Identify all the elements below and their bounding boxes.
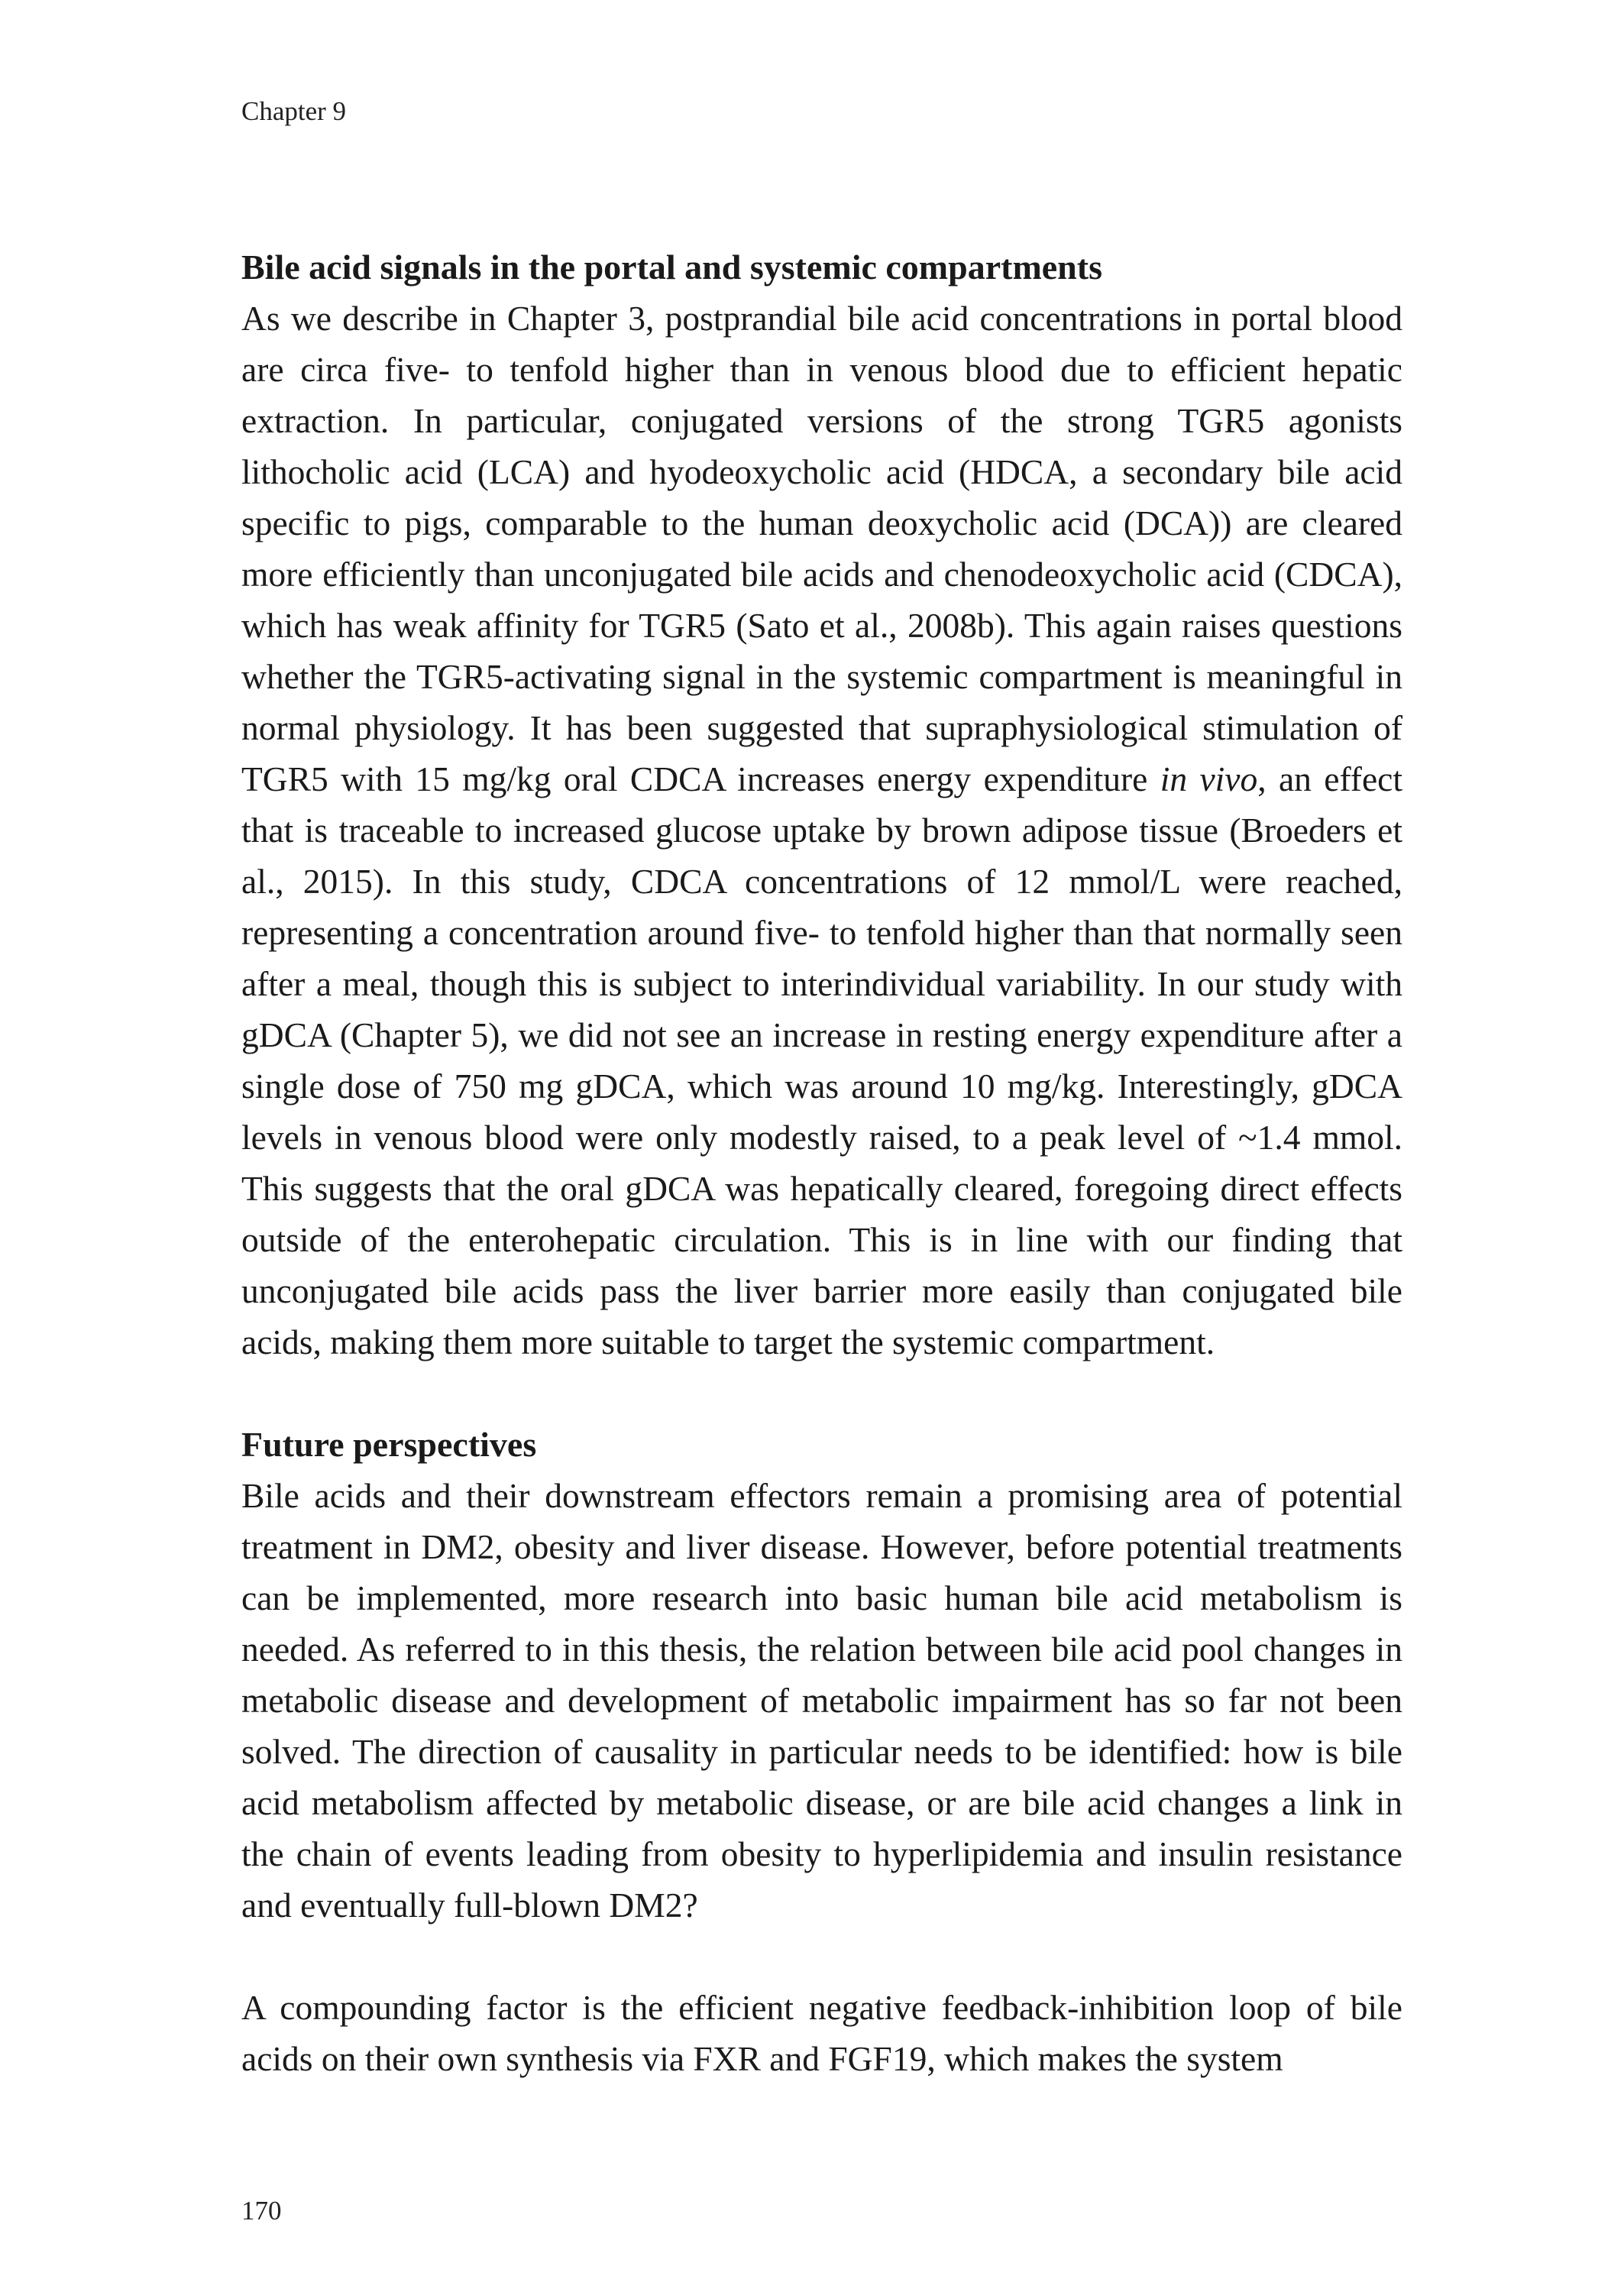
section-future-perspectives — [241, 1419, 1402, 2084]
section-heading: Bile acid signals in the portal and systemic compartments — [241, 248, 1102, 286]
paragraph-text: , an effect that is traceable to increased glucose uptake by brown adipose tissue (Broeders et al., 2015). In this study, CDCA concentrations of 12 mmol/L were reached, representing a concentration around five- to tenfold higher than that normally seen after a meal, though this is subject to interindividual variability. In our study with gDCA (Chapter 5), we did not see an increase in resting energy expenditure after a single dose of 750 mg gDCA, which was around 10 mg/kg. Interestingly, gDCA levels in venous blood were only modestly raised, to a peak level of ~1.4 mmol. This suggests that the oral gDCA was hepatically cleared, foregoing direct effects outside of the enterohepatic circulation. This is in line with our finding that unconjugated bile acids pass the liver barrier more easily than conjugated bile acids, making them more suitable to target the systemic compartment. — [241, 759, 1402, 1361]
section-heading: Future perspectives — [241, 1425, 537, 1464]
page-number: 170 — [241, 2196, 282, 2226]
paragraph-text: As we describe in Chapter 3, postprandial bile acid concentrations in portal blood are circa five- to tenfold higher than in venous blood due to efficient hepatic extraction. In particular, conjugated versions of the strong TGR5 agonists lithocholic acid (LCA) and hyodeoxycholic acid (HDCA, a secondary bile acid specific to pigs, comparable to the human deoxycholic acid (DCA)) are cleared more efficiently than unconjugated bile acids and chenodeoxycholic acid (CDCA), which has weak affinity for TGR5 (Sato et al., 2008b). This again raises questions whether the TGR5-activating signal in the systemic compartment is meaningful in normal physiology. It has been suggested that supraphysiological stimulation of TGR5 with 15 mg/kg oral CDCA increases energy expenditure — [241, 299, 1402, 798]
page-body — [241, 241, 1402, 2084]
body-paragraph — [241, 293, 1402, 1368]
body-paragraph: A compounding factor is the efficient negative feedback-inhibition loop of bile acids on their own synthesis via FXR and FGF19, which makes the system — [241, 1988, 1402, 2078]
italic-term: in vivo — [1160, 759, 1258, 798]
running-head: Chapter 9 — [241, 96, 347, 126]
section-bile-acid-signals — [241, 241, 1402, 1368]
paragraph-spacer — [241, 1931, 1402, 1982]
section-spacer — [241, 1368, 1402, 1419]
body-paragraph: Bile acids and their downstream effectors remain a promising area of potential treatment in DM2, obesity and liver disease. However, before potential treatments can be implemented, more research into basic human bile acid metabolism is needed. As referred to in this thesis, the relation between bile acid pool changes in metabolic disease and development of metabolic impairment has so far not been solved. The direction of causality in particular needs to be identified: how is bile acid metabolism affected by metabolic disease, or are bile acid changes a link in the chain of events leading from obesity to hyperlipidemia and insulin resistance and eventually full-blown DM2? — [241, 1476, 1402, 1925]
